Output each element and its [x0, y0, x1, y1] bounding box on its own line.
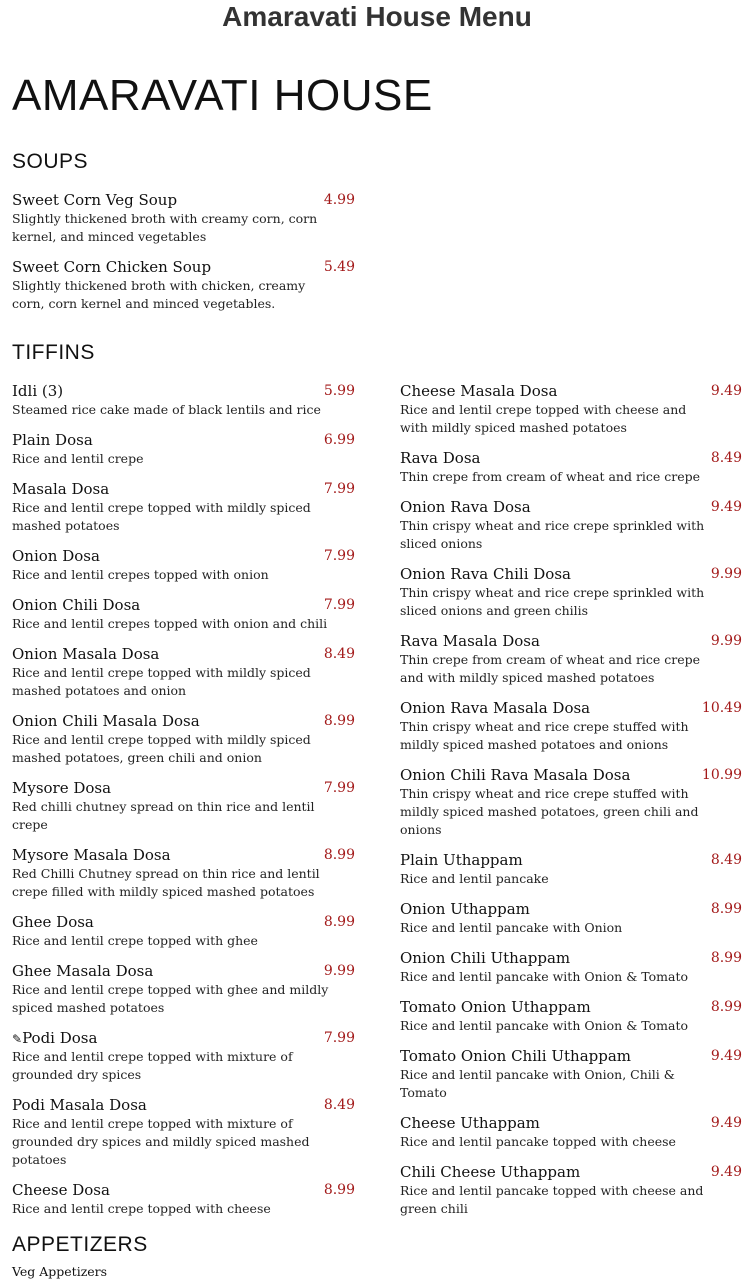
menu-item-price: 4.99 [323, 192, 355, 208]
menu-item-header [12, 711, 355, 731]
menu-item-price: 8.49 [710, 852, 742, 868]
menu-item-price: 8.49 [710, 450, 742, 466]
menu-item-price: 9.99 [710, 566, 742, 582]
menu-item-header [400, 948, 742, 968]
menu-item-description: Rice and lentil pancake [400, 871, 549, 886]
menu-item-name: Tomato Onion Uthappam [400, 998, 591, 1016]
section-title-tiffins: TIFFINS [12, 341, 95, 364]
menu-item-name: Mysore Masala Dosa [12, 846, 171, 864]
menu-item [12, 430, 355, 468]
menu-item-description: Slightly thickened broth with creamy corn, corn kernel, and minced vegetables [12, 211, 318, 244]
menu-item-price: 9.49 [710, 1164, 742, 1180]
menu-item [400, 948, 742, 986]
menu-item-name: Podi Masala Dosa [12, 1096, 147, 1114]
menu-item-header [400, 765, 742, 785]
menu-item [12, 190, 355, 246]
menu-item-price: 7.99 [323, 597, 355, 613]
menu-item [12, 257, 355, 313]
restaurant-name: AMARAVATI HOUSE [12, 71, 433, 120]
menu-item-name: Mysore Dosa [12, 779, 112, 797]
menu-item-header [12, 961, 355, 981]
menu-item-description: Rice and lentil crepes topped with onion and chili [12, 616, 328, 631]
menu-item-name: Onion Chili Masala Dosa [12, 712, 200, 730]
menu-item-name: Onion Chili Uthappam [400, 949, 571, 967]
menu-item [12, 595, 355, 633]
menu-item-header [12, 595, 355, 615]
menu-item-price: 8.49 [323, 1097, 355, 1113]
menu-item-name: Onion Rava Chili Dosa [400, 565, 571, 583]
menu-item [400, 564, 742, 620]
menu-item-name: Chili Cheese Uthappam [400, 1163, 581, 1181]
page-title: Amaravati House Menu [222, 1, 532, 32]
menu-item-header [400, 631, 742, 651]
menu-item [12, 912, 355, 950]
menu-item-name: Onion Rava Dosa [400, 498, 531, 516]
menu-item-name: Onion Uthappam [400, 900, 530, 918]
menu-item-description: Rice and lentil pancake with Onion & Tomato [400, 1018, 689, 1033]
menu-item-price: 8.99 [323, 1182, 355, 1198]
appetizers-subheading: Veg Appetizers [12, 1264, 108, 1279]
menu-item-name: Masala Dosa [12, 480, 110, 498]
menu-item-header [400, 1046, 742, 1066]
menu-item-price: 10.99 [701, 767, 742, 783]
menu-item-description: Thin crispy wheat and rice crepe sprinkled with sliced onions and green chilis [400, 585, 705, 618]
menu-item-name: Podi Dosa [22, 1029, 98, 1047]
menu-item-header [12, 1180, 355, 1200]
menu-item-description: Rice and lentil crepe topped with ghee and mildly spiced mashed potatoes [12, 982, 329, 1015]
menu-item-description: Thin crispy wheat and rice crepe sprinkled with sliced onions [400, 518, 705, 551]
menu-item-name: Cheese Uthappam [400, 1114, 540, 1132]
menu-item [400, 1113, 742, 1151]
menu-item-description: Thin crispy wheat and rice crepe stuffed with mildly spiced mashed potatoes, green chili and onions [400, 786, 699, 837]
menu-item-header [12, 778, 355, 798]
menu-item [400, 448, 742, 486]
tiffins-right-column [400, 381, 742, 1229]
menu-item [12, 1180, 355, 1218]
menu-item-header [12, 1028, 355, 1048]
menu-item-price: 9.49 [710, 383, 742, 399]
menu-item-price: 8.99 [710, 999, 742, 1015]
menu-item-description: Red Chilli Chutney spread on thin rice and lentil crepe filled with mildly spiced mashed potatoes [12, 866, 320, 899]
menu-item-description: Rice and lentil crepe topped with mildly spiced mashed potatoes, green chili and onion [12, 732, 311, 765]
menu-item [12, 1095, 355, 1169]
menu-item-header [400, 899, 742, 919]
menu-item-name: Cheese Dosa [12, 1181, 110, 1199]
menu-item-price: 9.49 [710, 1115, 742, 1131]
menu-item [400, 381, 742, 437]
menu-item [12, 479, 355, 535]
menu-item-name: Rava Masala Dosa [400, 632, 540, 650]
menu-item-description: Rice and lentil crepe topped with cheese and with mildly spiced mashed potatoes [400, 402, 687, 435]
menu-item-name: Plain Uthappam [400, 851, 523, 869]
menu-item-price: 8.99 [323, 914, 355, 930]
menu-item-price: 7.99 [323, 1030, 355, 1046]
menu-item-name: Idli (3) [12, 382, 64, 400]
menu-item-price: 8.99 [323, 847, 355, 863]
menu-item-description: Slightly thickened broth with chicken, creamy corn, corn kernel and minced vegetables. [12, 278, 306, 311]
menu-item-name: Plain Dosa [12, 431, 93, 449]
menu-item-header [12, 190, 355, 210]
menu-item-description: Red chilli chutney spread on thin rice and lentil crepe [12, 799, 315, 832]
menu-item [12, 381, 355, 419]
menu-item-description: Rice and lentil crepe [12, 451, 144, 466]
menu-item-price: 6.99 [323, 432, 355, 448]
menu-item-description: Rice and lentil crepe topped with mixture of grounded dry spices and mildly spiced mashed potatoes [12, 1116, 310, 1167]
menu-item-description: Thin crepe from cream of wheat and rice crepe and with mildly spiced mashed potatoes [400, 652, 701, 685]
menu-item-header [400, 1113, 742, 1133]
menu-item [400, 1046, 742, 1102]
menu-item-header [12, 1095, 355, 1115]
menu-item-description: Thin crispy wheat and rice crepe stuffed with mildly spiced mashed potatoes and onions [400, 719, 689, 752]
menu-item-header [12, 430, 355, 450]
menu-item-price: 9.99 [710, 633, 742, 649]
menu-item [400, 497, 742, 553]
menu-item-header [400, 1162, 742, 1182]
menu-item [12, 546, 355, 584]
menu-item-header [400, 448, 742, 468]
menu-item [400, 698, 742, 754]
menu-item [12, 961, 355, 1017]
menu-item [12, 778, 355, 834]
menu-item-name: Ghee Masala Dosa [12, 962, 154, 980]
menu-item [12, 845, 355, 901]
section-title-soups: SOUPS [12, 150, 89, 173]
menu-item [400, 850, 742, 888]
menu-item-price: 10.49 [701, 700, 742, 716]
menu-item-name: Sweet Corn Veg Soup [12, 191, 178, 209]
menu-item-header [12, 546, 355, 566]
menu-item-header [12, 912, 355, 932]
menu-item-description: Rice and lentil crepe topped with cheese [12, 1201, 271, 1216]
menu-item-description: Thin crepe from cream of wheat and rice crepe [400, 469, 701, 484]
menu-item [400, 997, 742, 1035]
menu-item-header [400, 564, 742, 584]
menu-item-name: Onion Chili Rava Masala Dosa [400, 766, 631, 784]
menu-item-header [12, 845, 355, 865]
menu-item-name: Ghee Dosa [12, 913, 94, 931]
menu-item-header [400, 381, 742, 401]
menu-item-name: Onion Chili Dosa [12, 596, 141, 614]
menu-item-name: Tomato Onion Chili Uthappam [400, 1047, 632, 1065]
menu-item-description: Rice and lentil pancake topped with cheese [400, 1134, 676, 1149]
menu-item [12, 711, 355, 767]
menu-item-header [400, 997, 742, 1017]
menu-item-price: 8.99 [710, 950, 742, 966]
menu-item [400, 631, 742, 687]
menu-item-description: Rice and lentil pancake topped with cheese and green chili [400, 1183, 704, 1216]
menu-item-description: Rice and lentil crepe topped with mixture of grounded dry spices [12, 1049, 293, 1082]
menu-item-description: Rice and lentil crepe topped with mildly spiced mashed potatoes [12, 500, 311, 533]
menu-item-price: 8.49 [323, 646, 355, 662]
menu-item-price: 7.99 [323, 780, 355, 796]
menu-item-price: 9.99 [323, 963, 355, 979]
menu-item-price: 9.49 [710, 499, 742, 515]
menu-item-header [400, 850, 742, 870]
menu-item-price: 5.99 [323, 383, 355, 399]
menu-item-name: Cheese Masala Dosa [400, 382, 558, 400]
menu-item-price: 9.49 [710, 1048, 742, 1064]
menu-item-price: 7.99 [323, 548, 355, 564]
menu-item [400, 899, 742, 937]
menu-item-header [400, 497, 742, 517]
menu-item-header [12, 479, 355, 499]
menu-item-name: Onion Rava Masala Dosa [400, 699, 591, 717]
menu-item-name: Onion Masala Dosa [12, 645, 160, 663]
menu-item-description: Rice and lentil crepe topped with mildly spiced mashed potatoes and onion [12, 665, 311, 698]
menu-item-description: Steamed rice cake made of black lentils and rice [12, 402, 321, 417]
menu-item-name: Rava Dosa [400, 449, 481, 467]
tiffins-left-column [12, 381, 355, 1229]
menu-item-header [400, 698, 742, 718]
menu-item [400, 765, 742, 839]
menu-item [12, 644, 355, 700]
menu-item-description: Rice and lentil pancake with Onion [400, 920, 623, 935]
menu-item-header [12, 644, 355, 664]
menu-item-description: Rice and lentil crepe topped with ghee [12, 933, 258, 948]
menu-item-header [12, 257, 355, 277]
menu-item-header [12, 381, 355, 401]
menu-item-price: 8.99 [710, 901, 742, 917]
menu-item-description: Rice and lentil pancake with Onion, Chili & Tomato [400, 1067, 675, 1100]
menu-item-price: 8.99 [323, 713, 355, 729]
pencil-icon: ✎ [12, 1032, 23, 1046]
section-title-appetizers: APPETIZERS [12, 1233, 148, 1256]
menu-item-price: 5.49 [323, 259, 355, 275]
menu-item [400, 1162, 742, 1218]
menu-item [12, 1028, 355, 1084]
menu-item-name: Sweet Corn Chicken Soup [12, 258, 212, 276]
soups-list [12, 190, 355, 324]
menu-item-description: Rice and lentil crepes topped with onion [12, 567, 269, 582]
menu-item-price: 7.99 [323, 481, 355, 497]
menu-item-description: Rice and lentil pancake with Onion & Tomato [400, 969, 689, 984]
menu-item-name: Onion Dosa [12, 547, 100, 565]
